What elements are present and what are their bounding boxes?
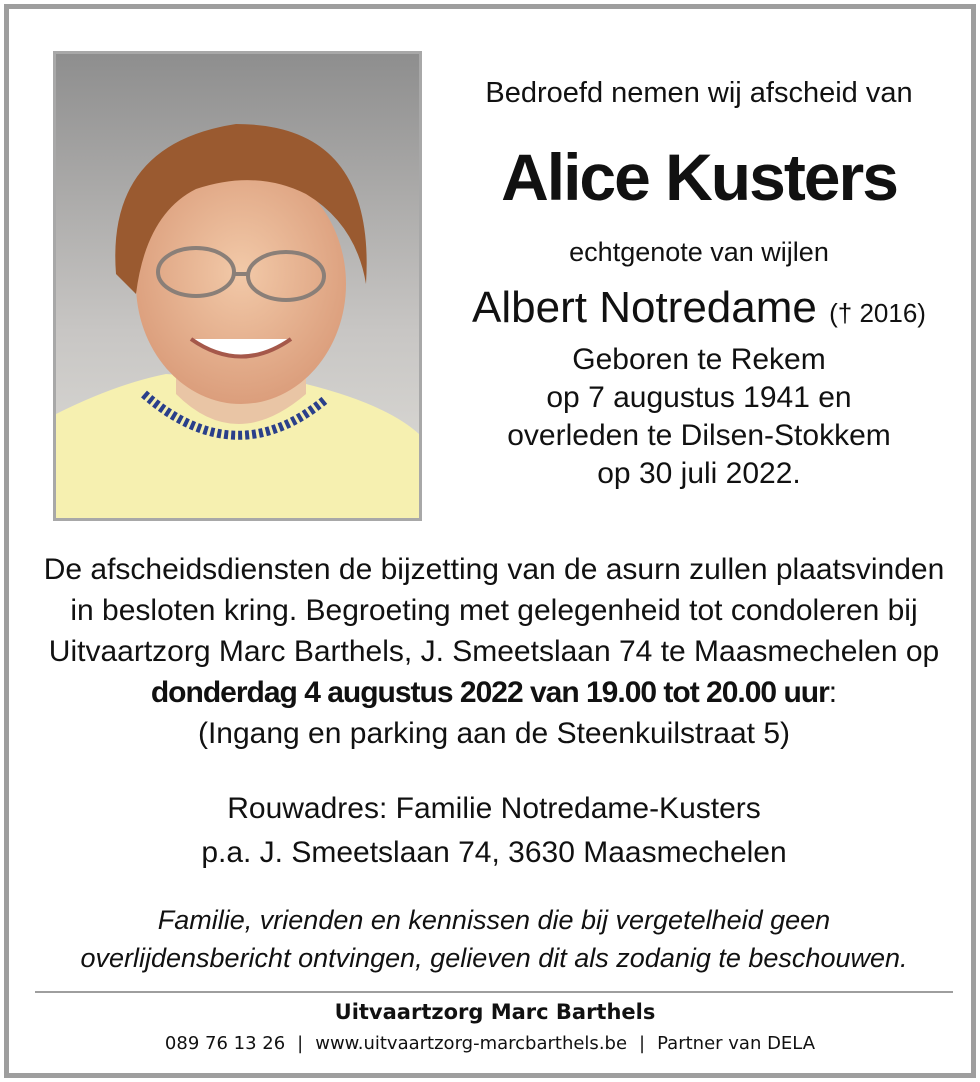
deceased-name: Alice Kusters <box>501 140 897 214</box>
note-line-1: Familie, vrienden en kennissen die bij vergetelheid geen <box>157 905 831 935</box>
footer-partner: Partner van DELA <box>657 1033 816 1054</box>
address-line-2: p.a. J. Smeetslaan 74, 3630 Maasmechelen <box>201 836 787 869</box>
spouse-death-year: († 2016) <box>829 298 926 328</box>
footer-separator: | <box>639 1033 646 1054</box>
service-line-2: in besloten kring. Begroeting met gelegenheid tot condoleren bij <box>70 594 918 627</box>
footer-website[interactable]: www.uitvaartzorg-marcbarthels.be <box>315 1033 628 1054</box>
death-date: op 30 juli 2022. <box>597 457 801 490</box>
intro-text: Bedroefd nemen wij afscheid van <box>485 77 913 109</box>
birth-date: op 7 augustus 1941 en <box>546 381 852 414</box>
death-place: overleden te Dilsen-Stokkem <box>507 419 891 452</box>
service-date-suffix: : <box>828 676 838 709</box>
mourning-address <box>39 787 949 875</box>
footer-phone: 089 76 13 26 <box>164 1033 286 1054</box>
footer-company: Uitvaartzorg Marc Barthels <box>334 1000 656 1024</box>
footer-contact <box>9 1029 971 1059</box>
service-date: donderdag 4 augustus 2022 van 19.00 tot 20.00 uur <box>150 676 829 709</box>
note-line-2: overlijdensbericht ontvingen, gelieven dit als zodanig te beschouwen. <box>80 943 908 973</box>
service-details <box>39 549 949 754</box>
footer-separator: | <box>297 1033 304 1054</box>
portrait-illustration <box>56 54 419 518</box>
service-line-1: De afscheidsdiensten de bijzetting van de asurn zullen plaatsvinden <box>43 553 945 586</box>
notice-note <box>39 901 949 977</box>
service-line-5: (Ingang en parking aan de Steenkuilstraat 5) <box>197 717 791 750</box>
life-dates <box>439 341 959 493</box>
service-line-3: Uitvaartzorg Marc Barthels, J. Smeetslaan 74 te Maasmechelen op <box>48 635 940 668</box>
address-line-1: Rouwadres: Familie Notredame-Kusters <box>227 792 761 825</box>
spouse-name: Albert Notredame <box>472 283 817 332</box>
footer-divider <box>35 991 953 993</box>
spouse-intro: echtgenote van wijlen <box>569 237 829 267</box>
spouse-line <box>439 279 959 342</box>
birth-place: Geboren te Rekem <box>572 343 826 376</box>
obituary-card <box>4 4 976 1078</box>
portrait-photo <box>53 51 422 521</box>
service-date-line <box>39 672 949 713</box>
